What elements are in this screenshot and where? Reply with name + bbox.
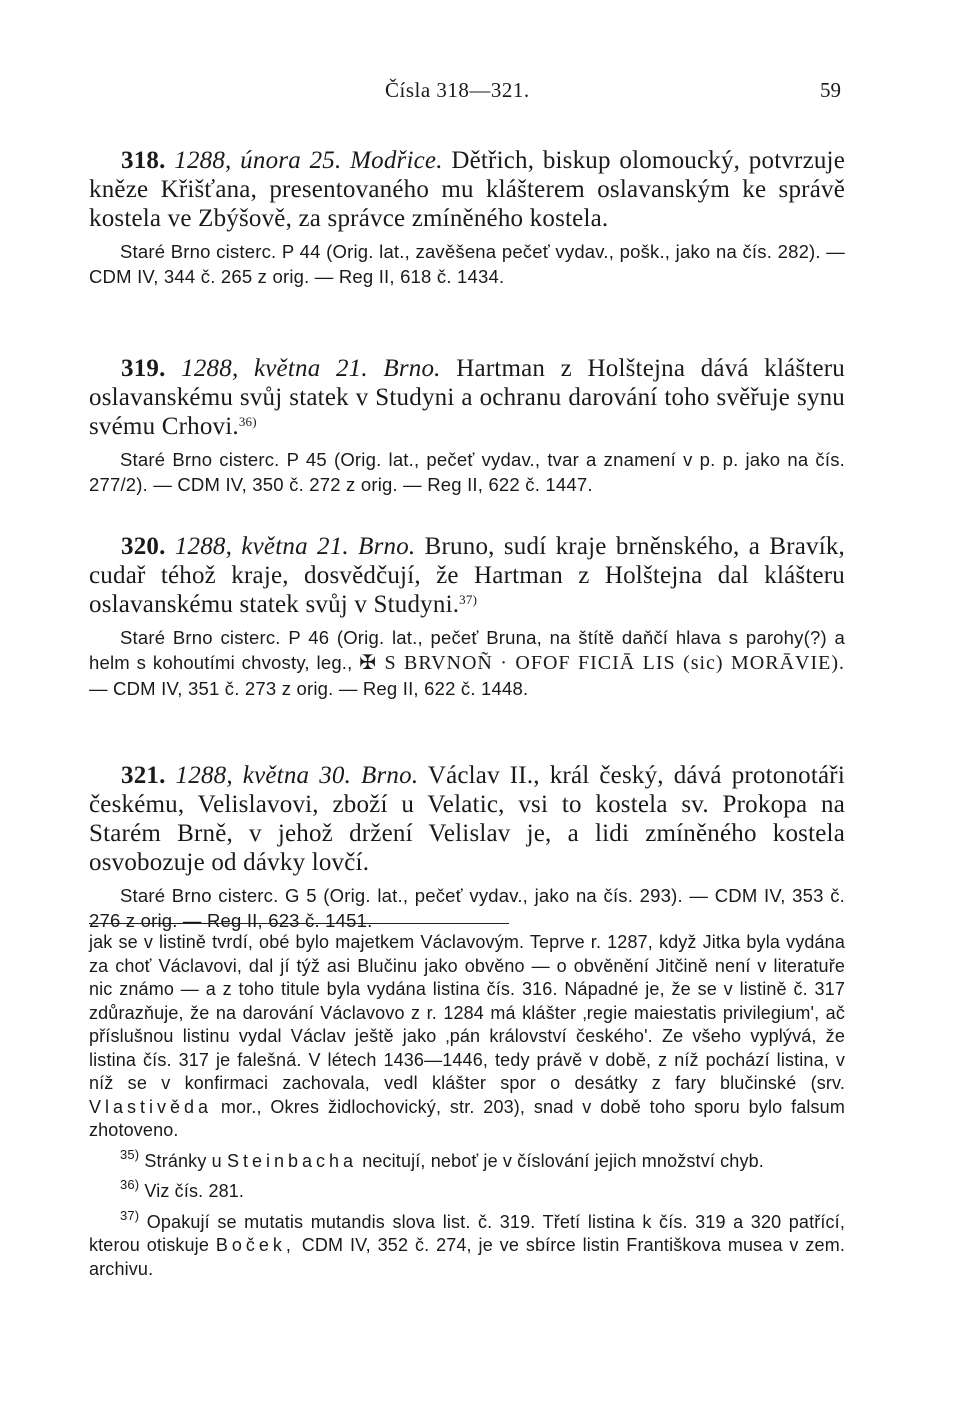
entry-number: 320. — [121, 533, 166, 560]
entry-320 — [89, 532, 845, 701]
entry-source: Staré Brno cisterc. P 44 (Orig. lat., zavěšena pečeť vydav., pošk., jako na čís. 282). — CDM IV, 344 č. 265 z orig. — Reg II, 618 č. 1434. — [89, 241, 845, 287]
entry-321 — [89, 761, 845, 933]
entry-date: 1288, května 21. Brno. — [174, 533, 416, 560]
footnote-divider — [89, 923, 509, 924]
footnote-35 — [89, 1146, 845, 1174]
footnote-36 — [89, 1177, 845, 1204]
entry-text: Bruno, sudí kraje brněnského, a Bravík, cudař téhož kraje, dosvědčují, že Hartman z Holštejna dal klášteru oslavanskému statek svůj v Studyni. — [89, 533, 846, 618]
entry-date: 1288, února 25. Modřice. — [174, 147, 443, 174]
entry-body — [89, 761, 845, 877]
footnote-text: jak se v listině tvrdí, obé bylo majetkem Václavovým. Teprve r. 1287, když Jitka byla vydána za choť Václavovi, dal jí týž asi Blučinu jako obvěno — o obvěnění Jitčině není v literatuře nic známo — a z toho titule byla vydána listina čís. 316. Nápadné je, že se v listině č. 317 zdůrazňuje, že na darování Václavovo z r. 1284 má klášter ‚regie maiestatis privilegium', ač příslušnou listinu vydal Václav ještě jako ‚pán království českého'. Ze všeho vyplývá, že listina čís. 317 je falešná. V létech 1436—1446, tedy právě v době, z níž pochází listina, v níž se v konfirmaci zachovala, vedl klášter spor o desátky z fary blučinské (srv. — [89, 932, 845, 1093]
footnote-text: Viz čís. 281. — [144, 1181, 245, 1201]
entry-319 — [89, 354, 845, 497]
page-header — [0, 78, 960, 108]
footnote-continued — [89, 931, 845, 1143]
entry-date: 1288, května 21. Brno. — [181, 355, 441, 382]
footnote-text: necitují, neboť je v číslování jejich množství chyb. — [362, 1150, 764, 1171]
footnote-spaced-text: Boček, — [215, 1235, 295, 1255]
footnote-ref[interactable]: 37) — [459, 592, 478, 607]
footnote-marker: 37) — [120, 1207, 140, 1223]
footnotes — [89, 931, 845, 1281]
entry-source: Staré Brno cisterc. P 45 (Orig. lat., pečeť vydav., tvar a znamení v p. p. jako na čís. 277/2). — CDM IV, 350 č. 272 z orig. — Reg II, 622 č. 1447. — [89, 449, 845, 495]
entry-body — [89, 146, 845, 233]
entry-text: Václav II., král český, dává protonotáři českému, Velislavovi, zboží u Velatic, vsi to kostela sv. Prokopa na Starém Brně, v jehož držení Velislav je, a lidi zmíněného kostela osvobozuje od dávky lovčí. — [89, 762, 845, 876]
entry-source — [89, 625, 845, 701]
footnote-marker: 35) — [120, 1146, 140, 1162]
entry-text: Hartman z Holštejna dává klášteru oslavanskému svůj statek v Studyni a ochranu darování toho svěřuje synu svému Crhovi. — [89, 355, 846, 440]
footnote-text: mor., Okres židlochovický, str. 203), snad v době toho sporu bylo falsum zhotoveno. — [89, 1096, 845, 1140]
footnote-text: Opakují se mutatis mutandis slova list. č. 319. Třetí listina k čís. 319 a 320 patřící, kterou otiskuje — [89, 1211, 845, 1255]
entry-body — [89, 532, 845, 619]
footnote-spaced-text: Vlastivěda — [89, 1096, 213, 1117]
running-title: Čísla 318—321. — [385, 78, 530, 102]
entry-number: 318. — [121, 147, 166, 174]
page-number: 59 — [820, 78, 841, 102]
footnote-ref[interactable]: 36) — [238, 414, 257, 429]
footnote-spaced-text: Steinbacha — [226, 1150, 358, 1171]
seal-legend: ✠ S BRVNOÑ · OFOF FICIĀ LIS (sic) MORĀVIE). — [359, 652, 846, 674]
footnote-text: CDM IV, 352 č. 274, je ve sbírce listin Františkova musea v zem. archivu. — [89, 1235, 846, 1279]
entry-date: 1288, května 30. Brno. — [175, 762, 419, 789]
entry-number: 321. — [121, 762, 166, 789]
entry-318 — [89, 146, 845, 289]
entry-text: Dětřich, biskup olomoucký, potvrzuje kněze Křišťana, presentovaného mu klášterem oslavanským ke správě kostela ve Zbýšově, za správce zmíněného kostela. — [89, 147, 846, 232]
source-text: — CDM IV, 351 č. 273 z orig. — Reg II, 622 č. 1448. — [89, 678, 529, 699]
footnote-marker: 36) — [120, 1177, 140, 1192]
entry-body — [89, 354, 845, 441]
entry-source: Staré Brno cisterc. G 5 (Orig. lat., pečeť vydav., jako na čís. 293). — CDM IV, 353 č. 276 z orig. — Reg II, 623 č. 1451. — [89, 885, 845, 931]
entry-number: 319. — [121, 355, 166, 382]
footnote-text: Stránky u — [144, 1150, 222, 1171]
footnote-37 — [89, 1207, 846, 1282]
source-text: Staré Brno cisterc. P 46 (Orig. lat., pečeť Bruna, na štítě daňčí hlava s parohy(?) a helm s kohoutími chvosty, leg., — [89, 627, 845, 673]
